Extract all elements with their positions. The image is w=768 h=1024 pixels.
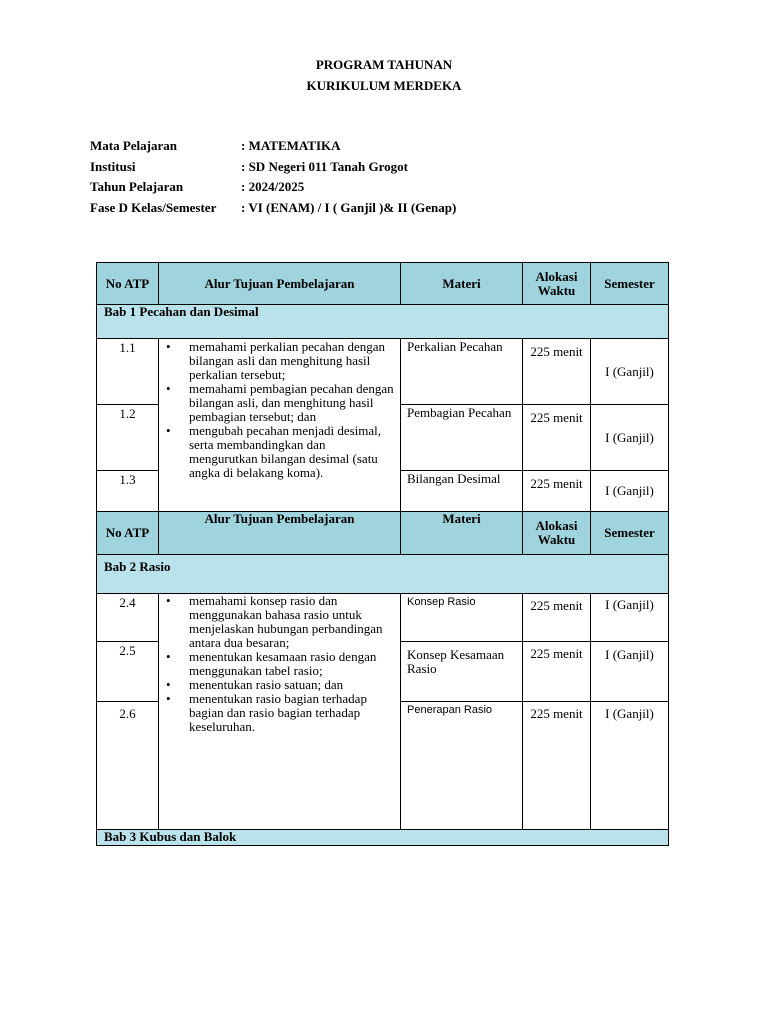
meta-label: Institusi [90,158,136,174]
header-no-atp: No ATP [96,511,159,555]
program-table [96,262,669,846]
atp-item: • memahami pembagian pecahan dengan bilangan asli, dan menghitung hasil pembagian tersebut; dan [159,382,400,424]
atp-item: • mengubah pecahan menjadi desimal, serta membandingkan dan mengurutkan bilangan desimal (satu angka di belakang koma). [159,424,400,480]
alokasi-cell: 225 menit [522,404,591,471]
header-materi: Materi [400,262,523,305]
atp-number: 1.1 [96,338,159,405]
atp-item: • memahami perkalian pecahan dengan bilangan asli dan menghitung hasil perkalian tersebut; [159,340,400,382]
atp-number: 1.2 [96,404,159,471]
header-alur: Alur Tujuan Pembelajaran [158,511,401,555]
document-title: PROGRAM TAHUNAN [315,57,453,72]
materi-cell: Perkalian Pecahan [400,338,523,405]
meta-value: : 2024/2025 [241,179,305,194]
atp-item: • menentukan rasio bagian terhadap bagian dan rasio bagian terhadap keseluruhan. [159,692,400,734]
atp-description [158,338,401,512]
meta-label: Mata Pelajaran [90,138,178,153]
meta-value: : SD Negeri 011 Tanah Grogot [241,158,408,174]
atp-list [159,594,400,734]
materi-cell: Pembagian Pecahan [400,404,523,471]
atp-item: • menentukan kesamaan rasio dengan menggunakan tabel rasio; [159,650,400,678]
header-materi: Materi [400,511,523,555]
semester-cell: I (Ganjil) [590,338,669,405]
semester-cell: I (Ganjil) [590,641,669,702]
alokasi-cell: 225 menit [522,593,591,642]
atp-list [159,340,400,480]
materi-cell: Konsep Kesamaan Rasio [400,641,523,702]
chapter-row: Bab 3 Kubus dan Balok [96,829,669,846]
alokasi-cell: 225 menit [522,641,591,702]
meta-row-year [90,179,456,200]
semester-cell: I (Ganjil) [590,701,669,830]
meta-value: : MATEMATIKA [241,138,341,153]
alokasi-cell: 225 menit [522,338,591,405]
meta-row-subject [90,138,456,159]
semester-cell: I (Ganjil) [590,593,669,642]
atp-number: 1.3 [96,470,159,512]
meta-info [90,138,456,220]
semester-cell: I (Ganjil) [590,404,669,471]
document-subtitle: KURIKULUM MERDEKA [306,78,462,93]
meta-label: Tahun Pelajaran [90,179,184,194]
alokasi-cell: 225 menit [522,701,591,830]
meta-row-phase [90,200,456,221]
atp-item: • memahami konsep rasio dan menggunakan bahasa rasio untuk menjelaskan hubungan perbandingan antara dua besaran; [159,594,400,650]
semester-cell: I (Ganjil) [590,470,669,512]
header-alokasi: Alokasi Waktu [522,511,591,555]
header-no-atp: No ATP [96,262,159,305]
header-semester: Semester [590,511,669,555]
meta-label: Fase D Kelas/Semester [90,199,217,215]
atp-item: • menentukan rasio satuan; dan [159,678,400,692]
atp-number: 2.6 [96,701,159,830]
header-alokasi: Alokasi Waktu [522,262,591,305]
atp-description [158,593,401,830]
materi-cell: Bilangan Desimal [400,470,523,512]
atp-number: 2.4 [96,593,159,642]
alokasi-cell: 225 menit [522,470,591,512]
materi-cell: Konsep Rasio [400,593,523,642]
materi-cell: Penerapan Rasio [400,701,523,830]
meta-value: : VI (ENAM) / I ( Ganjil )& II (Genap) [241,199,457,215]
chapter-row: Bab 1 Pecahan dan Desimal [96,304,669,339]
meta-row-institution [90,159,456,180]
atp-number: 2.5 [96,641,159,702]
header-alur: Alur Tujuan Pembelajaran [158,262,401,305]
chapter-row: Bab 2 Rasio [96,554,669,594]
header-semester: Semester [590,262,669,305]
